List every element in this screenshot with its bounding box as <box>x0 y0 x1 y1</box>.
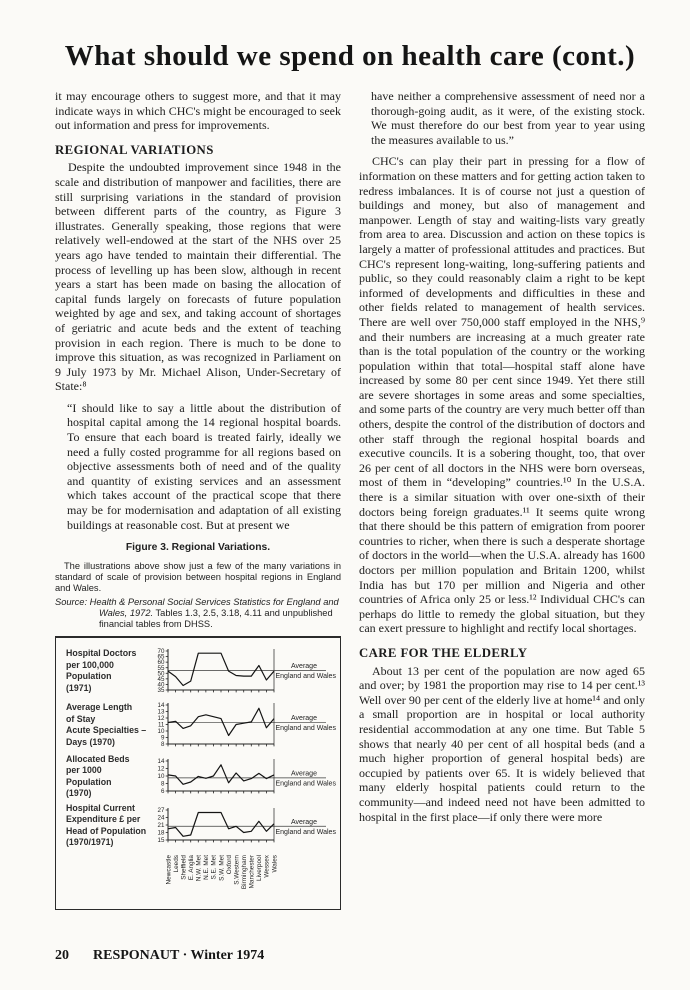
section-heading-care-for-elderly: CARE FOR THE ELDERLY <box>359 645 528 660</box>
page-footer <box>55 948 264 964</box>
category-label: S.E. Met <box>210 854 218 880</box>
category-label: N.W. Met <box>195 854 203 882</box>
figure-source-italic: Source: Health & Personal Social Services Statistics for England and Wales, 1972. <box>55 596 339 618</box>
average-sublabel: England and Wales <box>275 828 336 836</box>
svg-text:8: 8 <box>160 740 165 748</box>
category-label: Manchester <box>248 854 256 889</box>
journal-name: RESPONAUT · Winter 1974 <box>93 948 265 963</box>
svg-text:40: 40 <box>157 681 165 689</box>
chart-plot <box>148 756 336 798</box>
category-label: Leeds <box>172 854 180 873</box>
svg-text:18: 18 <box>157 829 165 837</box>
figure-source-roman: Tables 1.3, 2.5, 3.18, 4.11 and unpublished financial tables from DHSS. <box>99 607 333 629</box>
paragraph: CHC's can play their part in pressing for a flow of information on these matters and for getting action taken to redress imbalances. It is of course not just a question of buildings and money, but also of management and manpower. Length of stay and waiting-lists vary greatly from area to area. Discussion and action on these topics is largely a matter of professional attitudes and practices. But CHC's represent long-waiting, long-suffering patients and public, so they could reasonably claim a right to be kept informed of developments and difficulties in these and other fields related to management of health services. There are well over 750,000 staff employed in the NHS,⁹ and their numbers are increasing at a much greater rate than is the total population of the country or the working population within that total—hospital staff alone have increased by some 80 per cent since 1949. Yet there still are severe shortages in some areas and some specialties, and some parts of the country are very much better off than others, despite the control of the distribution of doctors and other staff through the regional hospital boards and executive councils. It is a sobering thought, too, that over 26 per cent of all doctors in the NHS were born overseas, most of them in “developing” countries.¹⁰ In the U.S.A. there is a similar situation with over one-sixth of their doctors being foreign graduates.¹¹ It seems quite wrong that there should be this pattern of emigration from poorer countries to richer, when there is such a desperate shortage of doctors in the world—when the U.S.A. already has 1600 doctors per million population and Britain 1200, whilst India has but 170 per million and Nigeria and other countries of Africa only 25 or less.¹² Individual CHC's can perhaps do little to remedy the global situation, but they can exert pressure to highlight and rectify local shortages. <box>359 154 645 636</box>
chart-row <box>62 803 337 849</box>
svg-text:10: 10 <box>157 727 165 735</box>
chart-label: Hospital Current Expenditure £ per Head of Population (1970/1971) <box>66 802 147 848</box>
svg-text:9: 9 <box>160 734 165 742</box>
chart-plot <box>148 805 336 847</box>
block-quote-continuation: have neither a comprehensive assessment of need nor a thorough-going audit, as it were, of the existing stock. We must therefore do our best from year to year using the measures available to us.” <box>371 89 645 147</box>
svg-text:6: 6 <box>160 787 165 795</box>
left-column <box>55 89 341 910</box>
chart-series-line <box>168 812 274 836</box>
svg-text:15: 15 <box>157 836 165 844</box>
average-label: Average <box>291 770 317 778</box>
category-label: Liverpool <box>256 854 264 881</box>
average-sublabel: England and Wales <box>275 780 336 788</box>
svg-text:65: 65 <box>157 653 165 661</box>
svg-text:10: 10 <box>157 772 165 780</box>
average-sublabel: England and Wales <box>275 724 336 732</box>
svg-text:21: 21 <box>157 821 165 829</box>
average-sublabel: England and Wales <box>275 672 336 680</box>
figure-source <box>55 597 341 630</box>
category-label: S.W. Met <box>218 854 226 881</box>
category-label: Sheffield <box>180 854 188 880</box>
figure-caption-body: The illustrations above show just a few of the many variations in standard of scale of provision between hospital regions in England and Wales. <box>55 560 341 593</box>
svg-text:14: 14 <box>157 757 165 765</box>
chart-plot <box>148 700 336 751</box>
category-label: S.Western <box>233 854 241 885</box>
svg-text:24: 24 <box>157 814 165 822</box>
chart-row <box>62 754 337 800</box>
chart-x-axis-labels <box>148 852 336 904</box>
chart-categories-row <box>62 852 337 904</box>
category-label: E. Anglia <box>188 854 195 881</box>
average-label: Average <box>291 714 317 722</box>
two-column-layout <box>55 89 645 910</box>
category-label: Wessex <box>263 854 271 878</box>
category-label: Birmingham <box>241 854 248 889</box>
average-label: Average <box>291 662 317 670</box>
paragraph: Despite the undoubted improvement since 1948 in the scale and distribution of manpower and facilities, there are still surprising variations in the standard of provision between different parts of the country, as Figure 3 illustrates. Generally speaking, those regions that were relatively well-endowed at the start of the NHS over 25 years ago have tended to maintain their differential. The process of levelling up has been slow, although in recent years a start has been made on basing the allocation of capital funds largely on forecasts of future population weighted by age and sex, and taking account of shortages of geriatric and acute beds and the extent of teaching provision in each region. There is much to be done to improve this situation, as was recognized in Parliament on 9 July 1973 by Mr. Michael Alison, Under-Secretary of State:⁸ <box>55 160 341 394</box>
svg-text:45: 45 <box>157 675 165 683</box>
svg-text:60: 60 <box>157 659 165 667</box>
chart-label: Average Length of Stay Acute Specialties – Days (1970) <box>66 702 147 747</box>
chart-series-line <box>168 765 274 785</box>
category-label: Oxford <box>225 854 233 874</box>
section-heading-regional-variations: REGIONAL VARIATIONS <box>55 142 214 157</box>
svg-text:8: 8 <box>160 780 165 788</box>
category-label: Wales <box>271 854 279 873</box>
page-title: What should we spend on health care (cont.) <box>64 40 636 72</box>
svg-text:14: 14 <box>157 701 165 709</box>
block-quote: “I should like to say a little about the distribution of hospital capital among the 14 regional hospital boards. To ensure that each board is treated fairly, ideally we need a fully costed programme for all regions based on objective assessments both of need and of the quality and quantity of existing services and an assessment which takes account of the practical scope that there may be for modernisation and adaptation of all existing buildings at reasonable cost. But at present we <box>67 400 341 532</box>
paragraph: it may encourage others to suggest more, and that it may indicate ways in which CHC's might be encouraged to seek out information and press for improvements. <box>55 89 341 133</box>
figure-3 <box>55 541 341 910</box>
right-column <box>359 89 645 910</box>
svg-text:12: 12 <box>157 714 165 722</box>
svg-text:13: 13 <box>157 708 165 716</box>
average-label: Average <box>291 818 317 826</box>
svg-text:12: 12 <box>157 765 165 773</box>
chart-row <box>62 700 337 751</box>
chart-series-line <box>168 708 274 735</box>
svg-text:35: 35 <box>157 686 165 694</box>
svg-text:70: 70 <box>157 647 165 655</box>
svg-text:27: 27 <box>157 806 165 814</box>
svg-text:11: 11 <box>157 721 165 729</box>
figure-caption-title: Figure 3. Regional Variations. <box>125 542 271 554</box>
chart-label: Allocated Beds per 1000 Population (1970) <box>66 753 130 799</box>
chart-plot <box>148 646 336 697</box>
chart-series-line <box>168 653 274 685</box>
figure-chart-box <box>55 636 341 910</box>
page-number: 20 <box>55 948 69 963</box>
chart-label: Hospital Doctors per 100,000 Population (1971) <box>66 648 137 693</box>
paragraph: About 13 per cent of the population are now aged 65 and over; by 1981 the proportion may rise to 14 per cent.¹³ Well over 90 per cent of the elderly live at home¹⁴ and only a small proportion are in hospital or local authority residential accommodation at any one time. But Table 5 shows that nearly 40 per cent of all hospital beds (and a much higher proportion of general hospital beds) are occupied by patients over 65. It is widely believed that many elderly hospital patients could return to the community—and indeed need not have been admitted to hospital in the first place—if only there were more <box>359 663 645 824</box>
svg-text:50: 50 <box>157 670 165 678</box>
category-label: N.E. Met <box>203 854 211 880</box>
category-label: Newcastle <box>165 854 173 885</box>
chart-row <box>62 646 337 697</box>
svg-text:55: 55 <box>157 664 165 672</box>
